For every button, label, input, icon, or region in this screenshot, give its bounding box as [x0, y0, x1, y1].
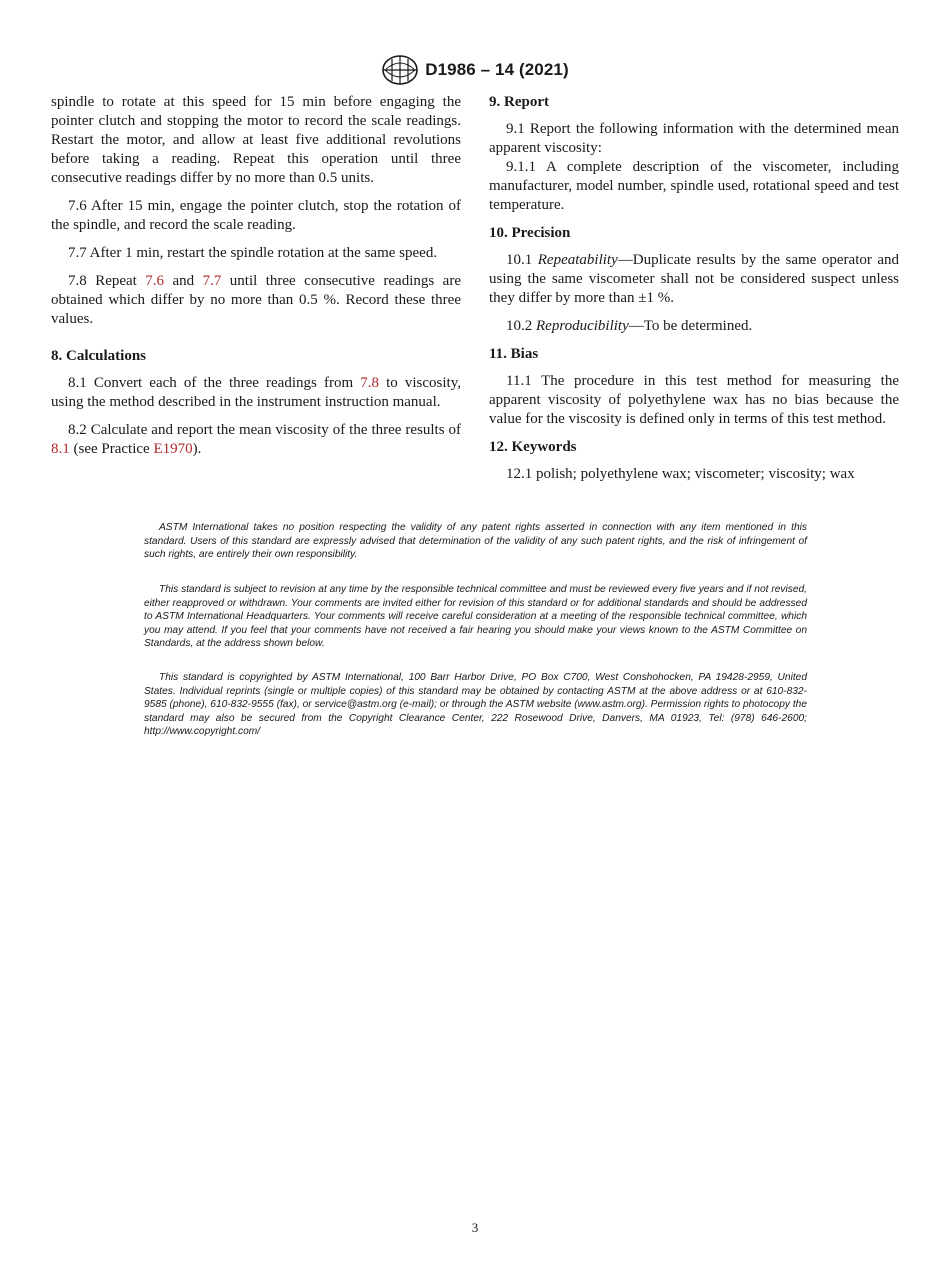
astm-logo-icon: [381, 54, 419, 86]
text-span: 10.1: [506, 252, 538, 268]
text-span: to viscosity, using the method described in the instrument instruction manual.: [51, 375, 461, 410]
paragraph-9-1: 9.1 Report the following information with the determined mean apparent viscosity:: [489, 121, 899, 156]
paragraph-10-1: [489, 251, 899, 308]
text-span: 8.2 Calculate and report the mean viscosity of the three results of: [68, 422, 461, 438]
paragraph-8-2: [51, 421, 461, 459]
section-heading-calculations: 8. Calculations: [51, 348, 147, 364]
paragraph-7-5-continued: spindle to rotate at this speed for 15 min before engaging the pointer clutch and stopping the motor to record the scale readings. Restart the motor, and allow at least five additional revolutions before taking a reading. Repeat this operation until three consecutive readings differ by no more than 0.5 units.: [51, 94, 461, 186]
paragraph-7-7: 7.7 After 1 min, restart the spindle rotation at the same speed.: [68, 245, 438, 261]
copyright-notice: This standard is copyrighted by ASTM International, 100 Barr Harbor Drive, PO Box C700, West Conshohocken, PA 19428-2959, United States. Individual reprints (single or multiple copies) of this standard may be obtained by contacting ASTM at the above address or at 610-832-9585 (phone), 610-832-9555 (fax), or service@astm.org (e-mail); or through the ASTM website (www.astm.org). Permission rights to photocopy the standard may also be secured from the Copyright Clearance Center, 222 Rosewood Drive, Danvers, MA 01923, Tel: (978) 646-2600; http://www.copyright.com/: [144, 672, 807, 737]
section-heading-bias: 11. Bias: [489, 346, 539, 362]
page-number: 3: [471, 1220, 479, 1235]
paragraph-12-1: 12.1 polish; polyethylene wax; viscometer; viscosity; wax: [506, 466, 855, 482]
link-7-8[interactable]: 7.8: [360, 375, 379, 391]
text-span: 8.1 Convert each of the three readings from: [68, 375, 361, 391]
text-span: and: [164, 273, 203, 289]
term-repeatability: Repeatability: [537, 252, 618, 268]
text-span: 10.2: [506, 318, 536, 334]
text-span: until three consecutive readings are obtained which differ by no more than 0.5 %. Record these three values.: [51, 273, 461, 327]
paragraph-10-2: [489, 317, 899, 336]
text-span: 7.8 Repeat: [68, 273, 146, 289]
page-header: [0, 54, 950, 86]
paragraph-8-1: [51, 374, 461, 412]
paragraph-7-6: 7.6 After 15 min, engage the pointer clutch, stop the rotation of the spindle, and record the scale reading.: [51, 198, 461, 233]
revision-notice: This standard is subject to revision at any time by the responsible technical committee and must be reviewed every five years and if not revised, either reapproved or withdrawn. Your comments are invited either for revision of this standard or for additional standards and should be addressed to ASTM International Headquarters. Your comments will receive careful consideration at a meeting of the responsible technical committee, which you may attend. If you feel that your comments have not received a fair hearing you should make your views known to the ASTM Committee on Standards, at the address shown below.: [144, 584, 807, 649]
paragraph-11-1: 11.1 The procedure in this test method for measuring the apparent viscosity of polyethylene wax has no bias because the value for the viscosity is defined only in terms of this test method.: [489, 373, 899, 427]
section-heading-precision: 10. Precision: [489, 225, 571, 241]
patent-notice: ASTM International takes no position respecting the validity of any patent rights asserted in connection with any item mentioned in this standard. Users of this standard are expressly advised that determination of the validity of any such patent rights, and the risk of infringement of such rights, are entirely their own responsibility.: [144, 522, 807, 560]
link-7-6[interactable]: 7.6: [145, 273, 165, 289]
document-designation: D1986 – 14 (2021): [425, 60, 569, 79]
term-reproducibility: Reproducibility: [536, 318, 629, 334]
text-span: —Duplicate results by the same operator and using the same viscometer shall not be considered suspect unless they differ by more than ±1 %.: [489, 252, 900, 306]
paragraph-7-8: [51, 272, 461, 329]
link-e1970[interactable]: E1970: [153, 441, 193, 457]
left-column: [51, 93, 461, 459]
paragraph-9-1-1: 9.1.1 A complete description of the viscometer, including manufacturer, model number, spindle used, rotational speed and test temperature.: [489, 159, 899, 213]
section-heading-keywords: 12. Keywords: [489, 439, 577, 455]
text-span: —To be determined.: [628, 318, 753, 334]
right-column: [489, 93, 899, 493]
text-span: ).: [192, 441, 202, 457]
text-span: (see Practice: [69, 441, 154, 457]
section-heading-report: 9. Report: [489, 94, 549, 110]
link-8-1[interactable]: 8.1: [51, 441, 70, 457]
link-7-7[interactable]: 7.7: [202, 273, 222, 289]
